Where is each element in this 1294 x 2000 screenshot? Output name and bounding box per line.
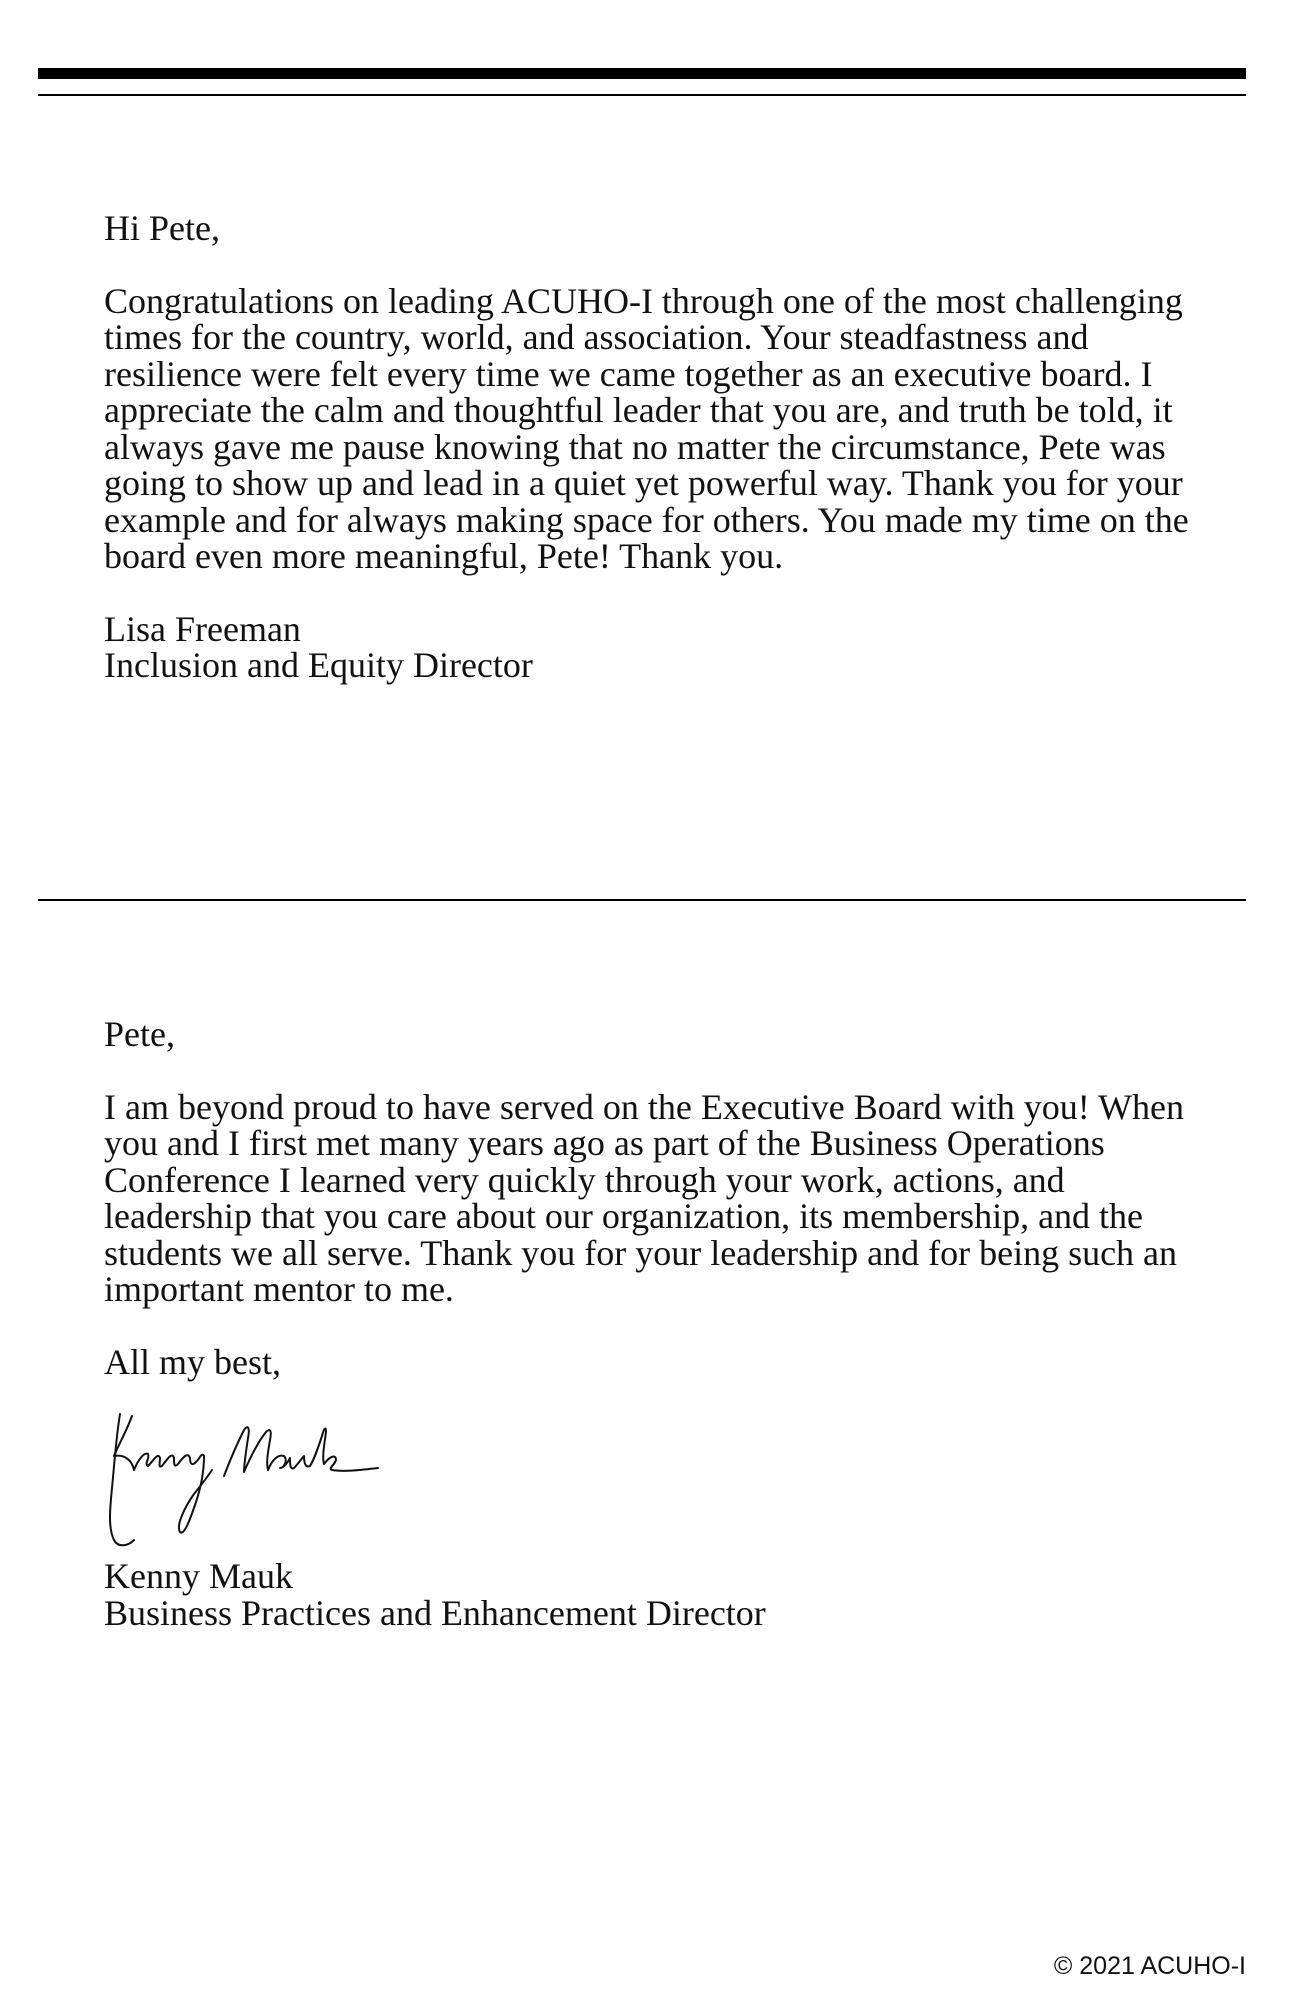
top-rule-thin	[38, 94, 1246, 96]
letter-closing: All my best,	[104, 1341, 281, 1382]
letter-kenny-mauk	[104, 1016, 1194, 1631]
signer-title: Business Practices and Enhancement Director	[104, 1592, 766, 1633]
signer-name: Lisa Freeman	[104, 608, 301, 649]
letter-body: Congratulations on leading ACUHO-I through one of the most challenging times for the country, world, and association. Your steadfastness and resilience were felt every time we came together as an executive board. I appreciate the calm and thoughtful leader that you are, and truth be told, it always gave me pause knowing that no matter the circumstance, Pete was going to show up and lead in a quiet yet powerful way. Thank you for your example and for always making space for others. You made my time on the board even more meaningful, Pete! Thank you.	[104, 280, 1189, 576]
letter-lisa-freeman	[104, 210, 1194, 684]
top-rule-thick	[38, 68, 1246, 79]
signer-name: Kenny Mauk	[104, 1556, 293, 1596]
letter-body: I am beyond proud to have served on the Executive Board with you! When you and I first met many years ago as part of the Business Operations Conference I learned very quickly through your work, actions, and leadership that you care about our organization, its membership, and the students we all serve. Thank you for your leadership and for being such an important mentor to me.	[104, 1086, 1185, 1309]
signer-title: Inclusion and Equity Director	[104, 645, 533, 685]
letter-salutation: Hi Pete,	[104, 208, 220, 248]
section-divider	[38, 899, 1246, 901]
copyright-footer: © 2021 ACUHO-I	[1053, 1952, 1246, 1980]
handwritten-signature	[98, 1398, 388, 1558]
letter-salutation: Pete,	[104, 1014, 175, 1054]
